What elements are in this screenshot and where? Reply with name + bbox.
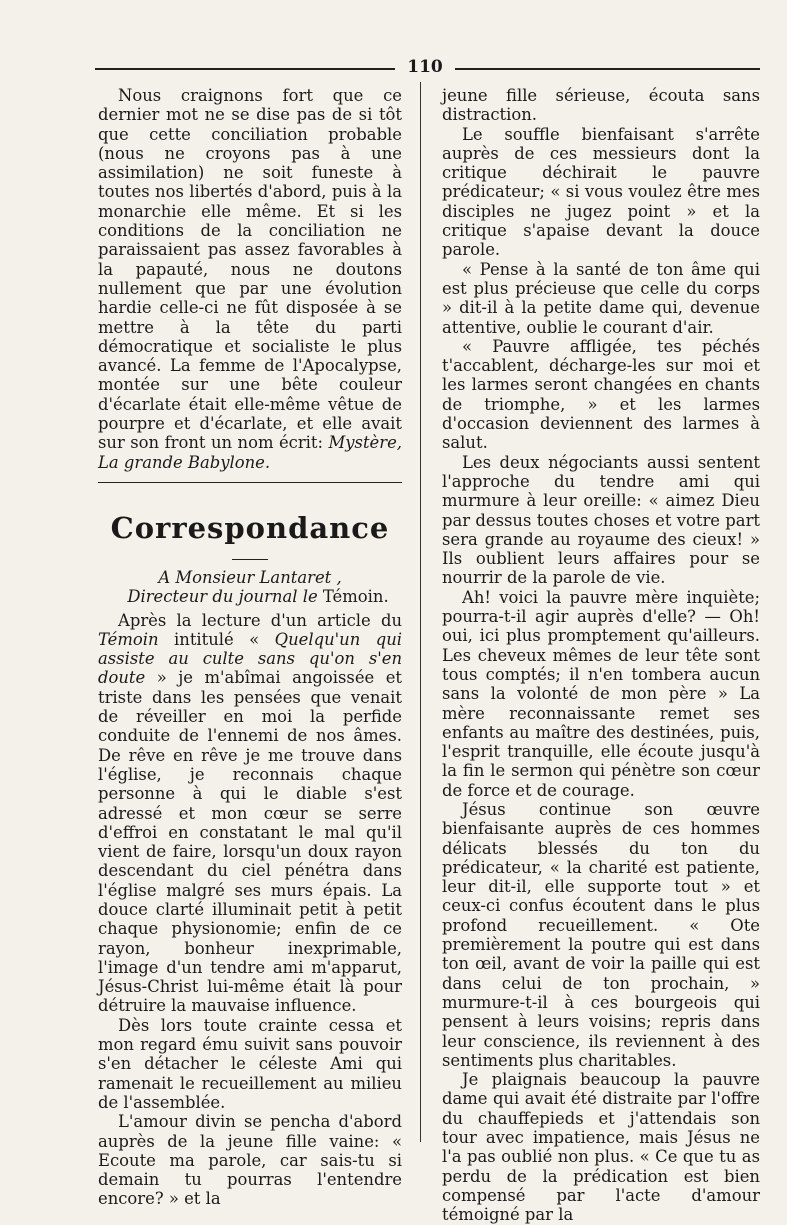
address-line-2-start: Directeur du journal le (127, 587, 323, 607)
right-paragraph: Jésus continue son œuvre bienfaisante auprès de ces hommes délicats blessés du ton du prédicateur, « la charité est patiente, leur dit-il, elle supporte tout » et ceux-ci confus écoutent dans le plus profond recueillement. « Ote premièrement la poutre qui est dans ton œil, avant de voir la paille qui est dans celui de ton prochain, » murmure-t-il à ces bourgeois qui pensent à leurs voisins; repris dans leur conscience, ils reviennent à des sentiments plus charitables. (442, 799, 760, 1070)
left-para2-italic2: Quelqu'un qui assiste au culte sans qu'on s'en doute (98, 629, 402, 688)
right-paragraph: jeune fille sérieuse, écouta sans distraction. (442, 86, 760, 125)
page-number: 110 (407, 57, 443, 77)
left-para2-end: » je m'abîmai angoissée et triste dans les pensées que venait de réveiller en moi la perfide conduite de l'ennemi de nos âmes. De rêve en rêve je me trouve dans l'église, je reconnais chaque personne à qui le diable s'est adressé et mon cœur se serre d'effroi en constatant le mal qu'il vient de faire, lorsqu'un doux rayon descendant du ciel pénétra dans l'église malgré ses murs épais. La douce clarté illuminait petit à petit chaque physionomie; enfin de ce rayon, bonheur inexprimable, l'image d'un tendre ami m'apparut, Jésus-Christ lui-même était là pour détruire la mauvaise influence. (98, 668, 402, 1016)
section-rule (98, 482, 402, 483)
page-header (95, 57, 760, 77)
header-rule-right (455, 68, 760, 70)
column-divider (420, 82, 421, 1142)
left-paragraph (98, 86, 402, 472)
address-line-2-end: Témoin. (322, 587, 389, 607)
right-paragraph: « Pauvre affligée, tes péchés t'accablent, décharge-les sur moi et les larmes seront changées en chants de triomphe, » et les larmes d'occasion deviennent des larmes à salut. (442, 336, 760, 453)
right-paragraph: Ah! voici la pauvre mère inquiète; pourra-t-il agir auprès d'elle? — Oh! oui, ici plus promptement qu'ailleurs. Les cheveux mêmes de leur tête sont tous comptés; il n'en tombera aucun sans la volonté de mon père » La mère reconnaissante remet ses enfants au maître des destinées, puis, l'esprit tranquille, elle écoute jusqu'à la fin le sermon qui pénètre son cœur de force et de courage. (442, 587, 760, 800)
left-paragraph: Dès lors toute crainte cessa et mon regard ému suivit sans pouvoir s'en détacher le céleste Ami qui ramenait le recueillement au milieu de l'assemblée. (98, 1015, 402, 1112)
left-para1-text: Nous craignons fort que ce dernier mot ne se dise pas de si tôt que cette conciliation probable (nous ne croyons pas à une assimilation) ne soit funeste à toutes nos libertés d'abord, puis à la monarchie elle même. Et si les conditions de la conciliation ne paraissaient pas assez favorables à la papauté, nous ne doutons nullement que par une évolution hardie celle-ci ne fût disposée à se mettre à la tête du parti démocratique et socialiste le plus avancé. La femme de l'Apocalypse, montée sur une bête couleur d'écarlate était elle-même vêtue de pourpre et d'écarlate, et elle avait sur son front un nom écrit: (98, 86, 402, 453)
right-paragraph: Le souffle bienfaisant s'arrête auprès de ces messieurs dont la critique déchirait le pauvre prédicateur; « si vous voulez être mes disciples ne jugez point » et la critique s'apaise devant la douce parole. (442, 124, 760, 260)
left-para2-start: Après la lecture d'un article du (118, 610, 402, 630)
left-para1-italic: Mystère, La grande Babylone. (98, 433, 402, 472)
left-column (98, 86, 402, 1209)
address-line-1: A Monsieur Lantaret , (158, 567, 342, 587)
header-rule-left (95, 68, 395, 70)
right-paragraph: « Pense à la santé de ton âme qui est plus précieuse que celle du corps » dit-il à la petite dame qui, devenue attentive, oublie le courant d'air. (442, 259, 760, 337)
left-paragraph: L'amour divin se pencha d'abord auprès de la jeune fille vaine: « Ecoute ma parole, car sais-tu si demain tu pourras l'entendre encore? » et la (98, 1112, 402, 1209)
left-para2-mid: intitulé « (158, 629, 275, 649)
right-column (442, 86, 760, 1225)
left-para2-italic1: Témoin (98, 629, 159, 649)
right-paragraph: Je plaignais beaucoup la pauvre dame qui avait été distraite par l'offre du chauffepieds et j'attendais son tour avec impatience, mais Jésus ne l'a pas oublié non plus. « Ce que tu as perdu de la prédication est bien compensé par l'acte d'amour témoigné par la (442, 1070, 760, 1225)
left-paragraph (98, 611, 402, 1016)
section-title: Correspondance (110, 510, 390, 545)
title-rule (232, 559, 268, 560)
right-paragraph: Les deux négociants aussi sentent l'approche du tendre ami qui murmure à leur oreille: « aimez Dieu par dessus toutes choses et votre part sera grande au royaume des cieux! » Ils oublient leurs affaires pour se nourrir de la parole de vie. (442, 452, 760, 588)
address-line-2 (98, 587, 402, 606)
